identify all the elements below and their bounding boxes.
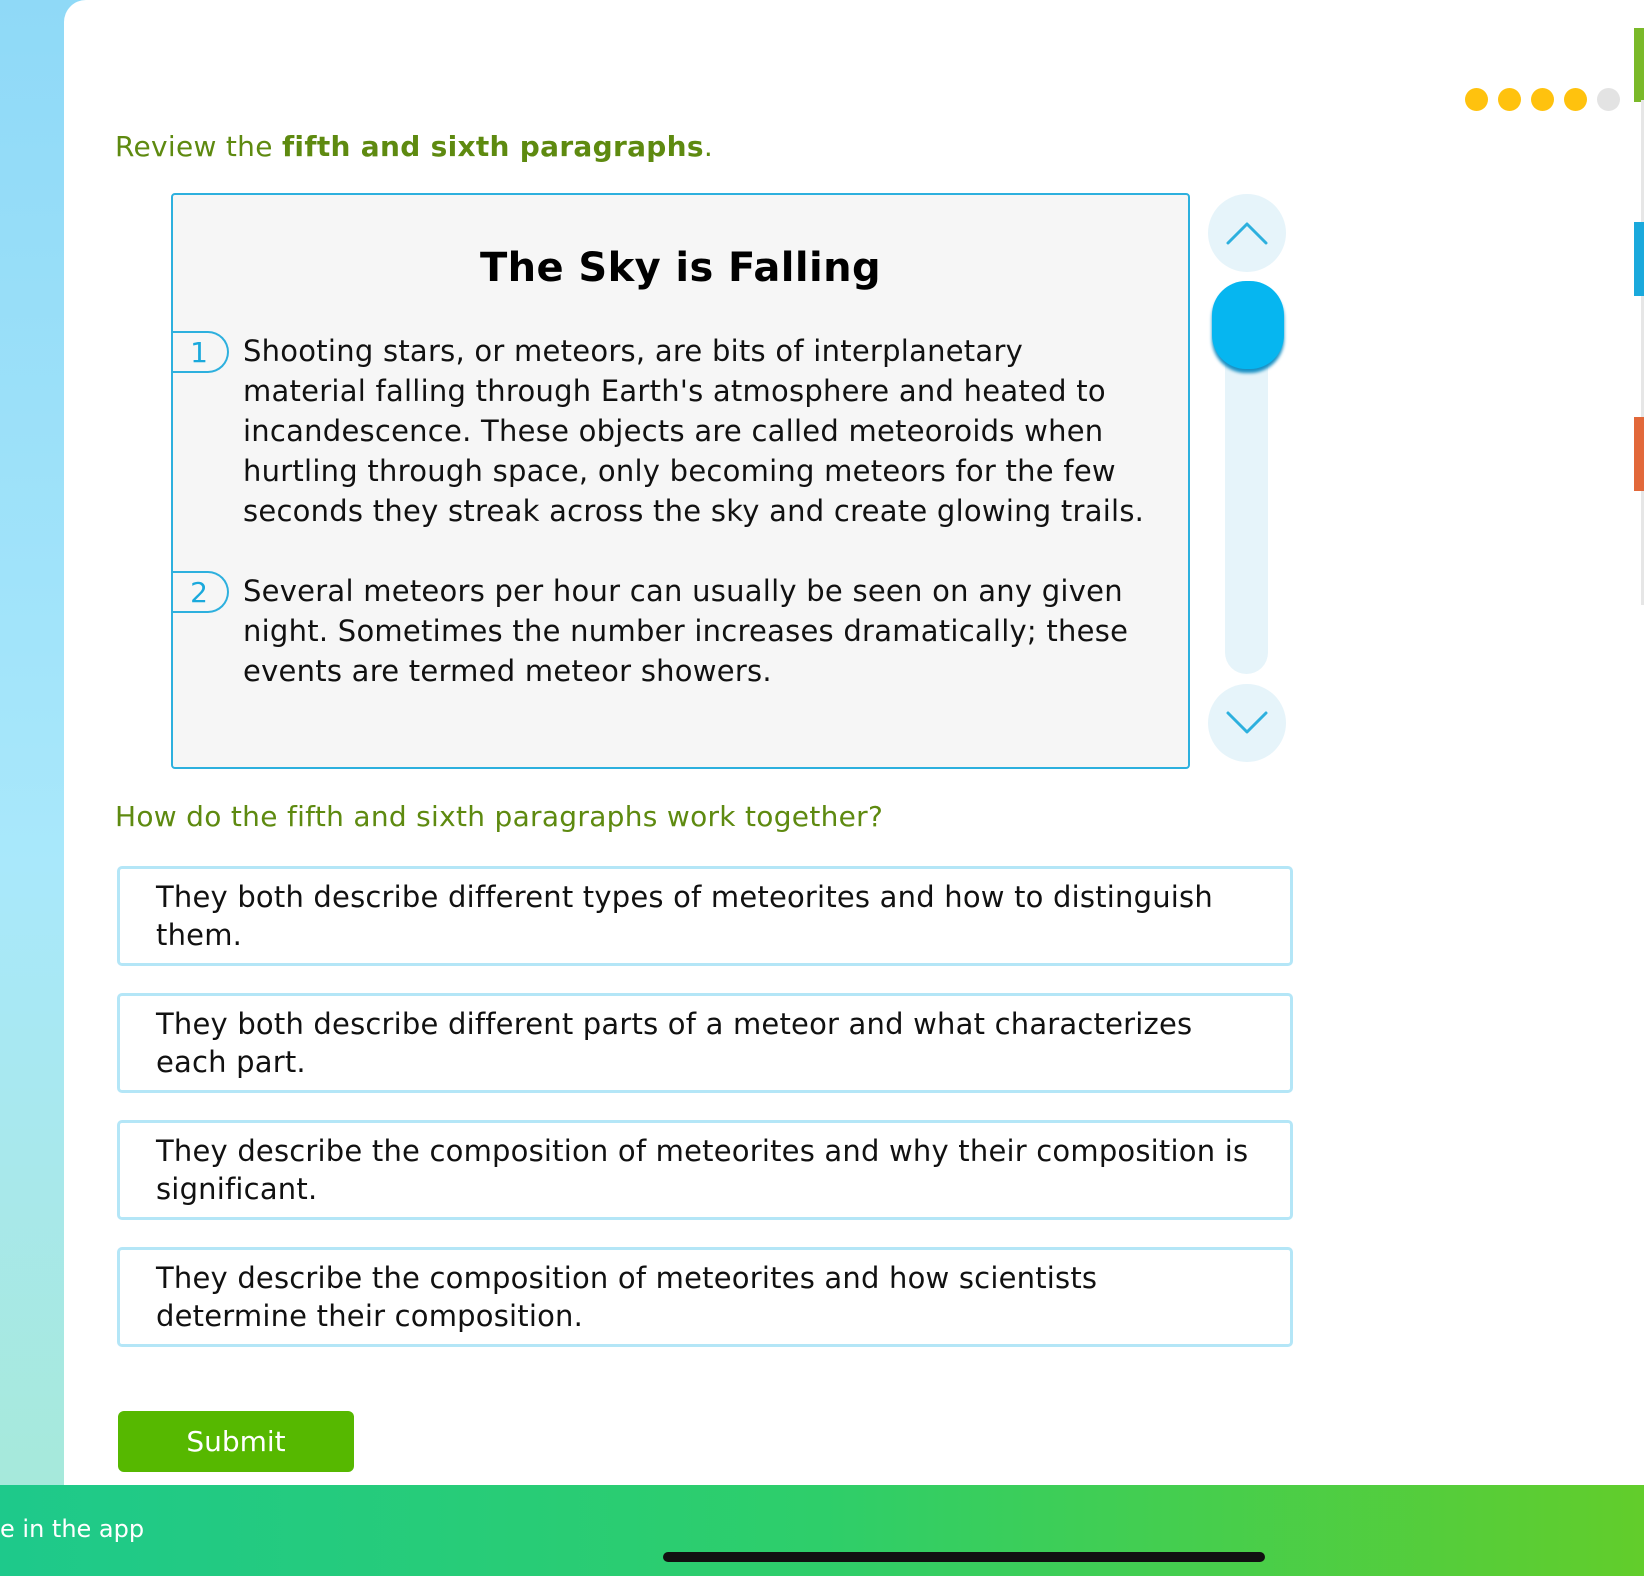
answer-option-4[interactable]: They describe the composition of meteorites and how scientists determine their composition. [117, 1247, 1293, 1347]
progress-dot-4 [1564, 88, 1587, 111]
chevron-down-icon [1225, 710, 1269, 736]
passage-paragraph [173, 571, 1188, 691]
scroll-down-button[interactable] [1208, 684, 1286, 762]
progress-dot-3 [1531, 88, 1554, 111]
instruction-suffix: . [703, 130, 714, 163]
paragraph-number-badge: 2 [171, 571, 229, 613]
submit-button[interactable]: Submit [118, 1411, 354, 1472]
progress-dot-5 [1597, 88, 1620, 111]
passage-panel[interactable] [171, 193, 1190, 769]
instruction-text [115, 130, 713, 163]
progress-dot-2 [1498, 88, 1521, 111]
scrollbar-thumb[interactable] [1212, 281, 1284, 369]
side-tab-blue[interactable] [1634, 222, 1644, 296]
paragraph-text: Shooting stars, or meteors, are bits of interplanetary material falling through Earth's atmosphere and heated to incandescence. These objects are called meteoroids when hurtling through space, only becoming meteors for the few seconds they streak across the sky and create glowing trails. [243, 334, 1145, 528]
question-text: How do the fifth and sixth paragraphs work together? [115, 800, 884, 833]
instruction-emphasis: fifth and sixth paragraphs [281, 130, 704, 163]
home-indicator [663, 1552, 1265, 1562]
chevron-up-icon [1225, 220, 1269, 246]
footer-banner[interactable] [0, 1485, 1644, 1576]
footer-text[interactable]: e in the app [0, 1515, 145, 1543]
instruction-prefix: Review the [115, 130, 282, 163]
scroll-up-button[interactable] [1208, 194, 1286, 272]
progress-dot-1 [1465, 88, 1488, 111]
answer-option-1[interactable]: They both describe different types of meteorites and how to distinguish them. [117, 866, 1293, 966]
side-tab-orange[interactable] [1634, 417, 1644, 491]
answer-option-3[interactable]: They describe the composition of meteorites and why their composition is significant. [117, 1120, 1293, 1220]
answer-option-2[interactable]: They both describe different parts of a meteor and what characterizes each part. [117, 993, 1293, 1093]
progress-dots [1465, 88, 1620, 111]
paragraph-text: Several meteors per hour can usually be seen on any given night. Sometimes the number increases dramatically; these events are termed meteor showers. [243, 574, 1129, 688]
passage-paragraph [173, 331, 1188, 531]
paragraph-number-badge: 1 [171, 331, 229, 373]
passage-title: The Sky is Falling [479, 245, 882, 291]
side-tab-green[interactable] [1634, 28, 1644, 102]
